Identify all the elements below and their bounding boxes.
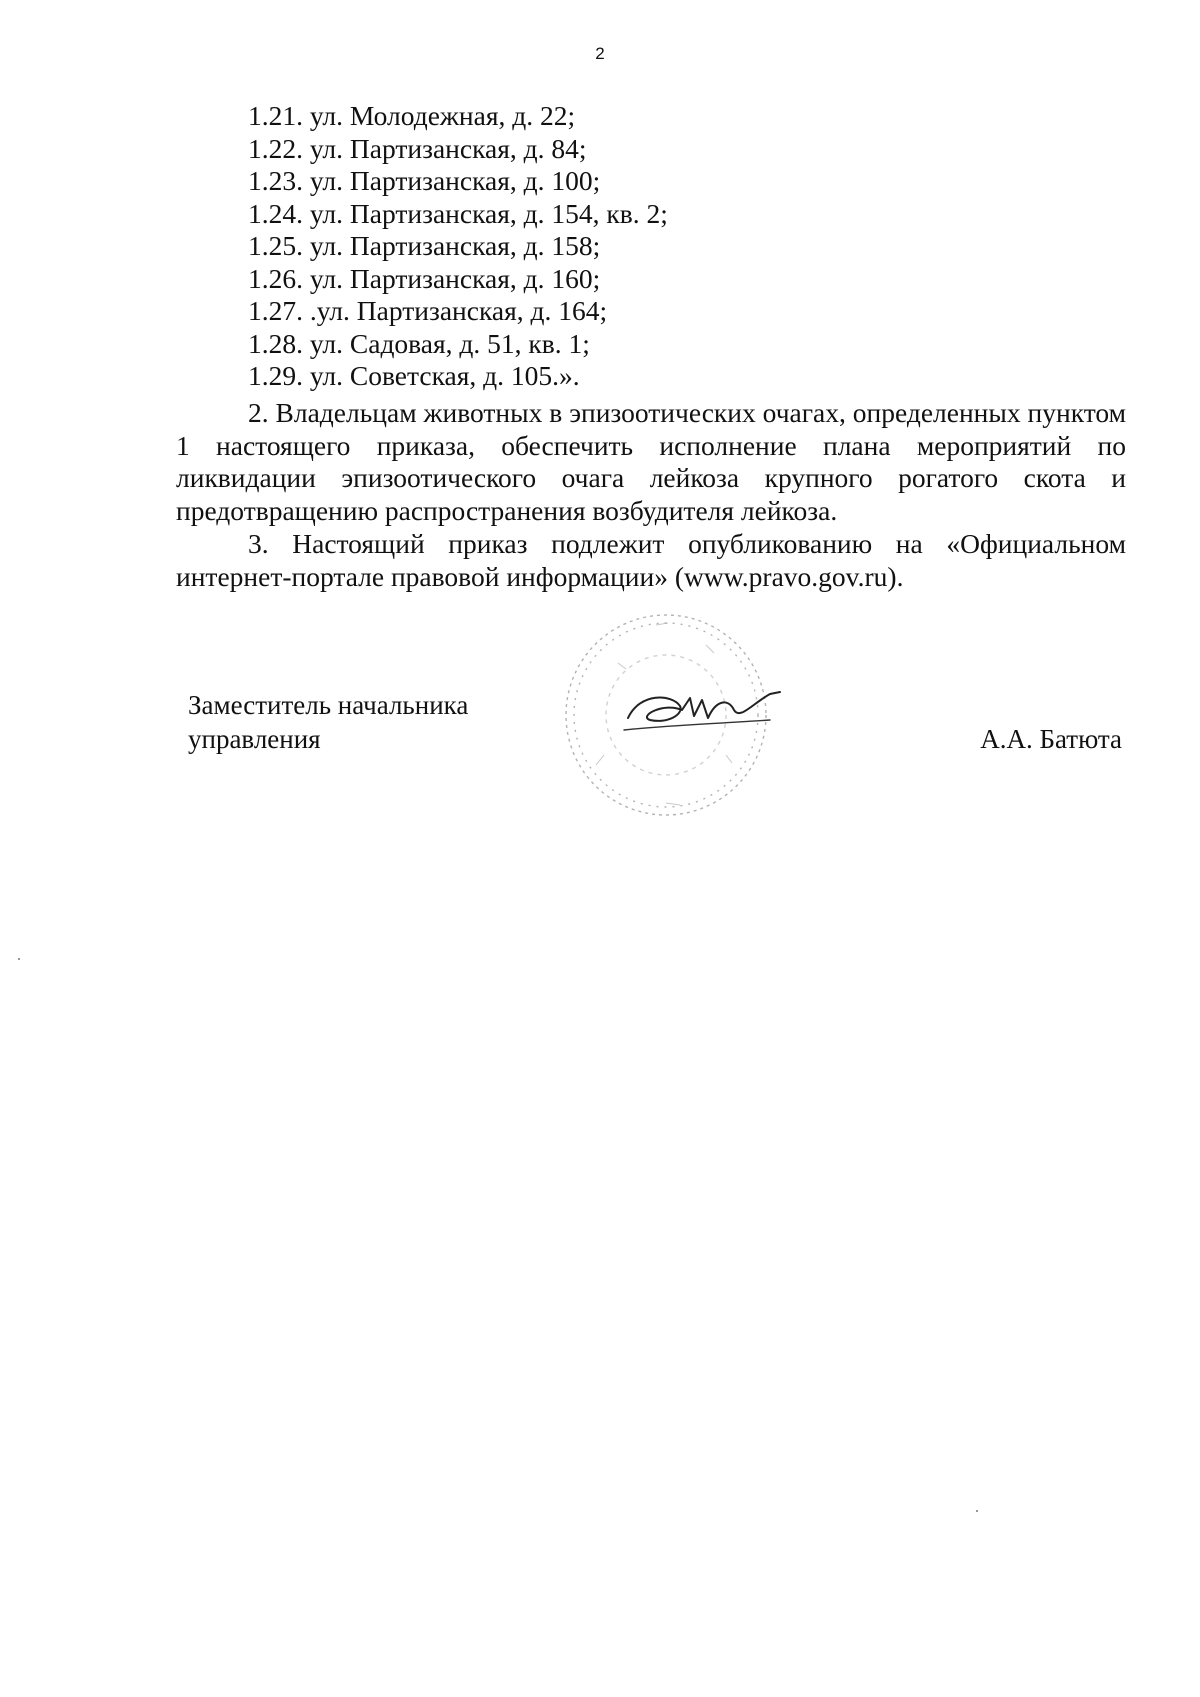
scan-speck (976, 1510, 978, 1512)
list-item: 1.25. ул. Партизанская, д. 158; (248, 230, 601, 261)
list-item: 1.26. ул. Партизанская, д. 160; (248, 262, 601, 294)
paragraph-text: 3. Настоящий приказ подлежит опубликованию на «Официальном интернет-портале правовой информации» (www.pravo.gov.ru). (176, 528, 1126, 592)
signature-icon (620, 680, 790, 740)
address-list (248, 100, 668, 393)
signatory-position-line: управления (188, 724, 321, 754)
list-item: 1.24. ул. Партизанская, д. 154, кв. 2; (248, 197, 668, 229)
signatory-name: А.А. Батюта (980, 724, 1122, 754)
paragraph-publication (176, 528, 1126, 593)
list-item: 1.28. ул. Садовая, д. 51, кв. 1; (248, 327, 590, 359)
paragraph-owners-obligation (176, 397, 1126, 527)
list-item: 1.23. ул. Партизанская, д. 100; (248, 165, 601, 196)
scan-speck (18, 958, 20, 960)
signatory-position (188, 688, 468, 756)
signatory-position-line: Заместитель начальника (188, 690, 469, 720)
list-item: 1.22. ул. Партизанская, д. 84; (248, 132, 587, 164)
list-item: 1.21. ул. Молодежная, д. 22; (248, 100, 576, 131)
list-item: 1.29. ул. Советская, д. 105.». (248, 360, 580, 391)
paragraph-text: 2. Владельцам животных в эпизоотических очагах, определенных пунктом 1 настоящего приказа, обеспечить исполнение плана мероприятий по ликвидации эпизоотического очага лейкоза крупного рогатого скота и предотвращению распространения возбудителя лейкоза. (176, 397, 1126, 526)
list-item: 1.27. .ул. Партизанская, д. 164; (248, 295, 608, 326)
page-number: 2 (595, 44, 605, 63)
